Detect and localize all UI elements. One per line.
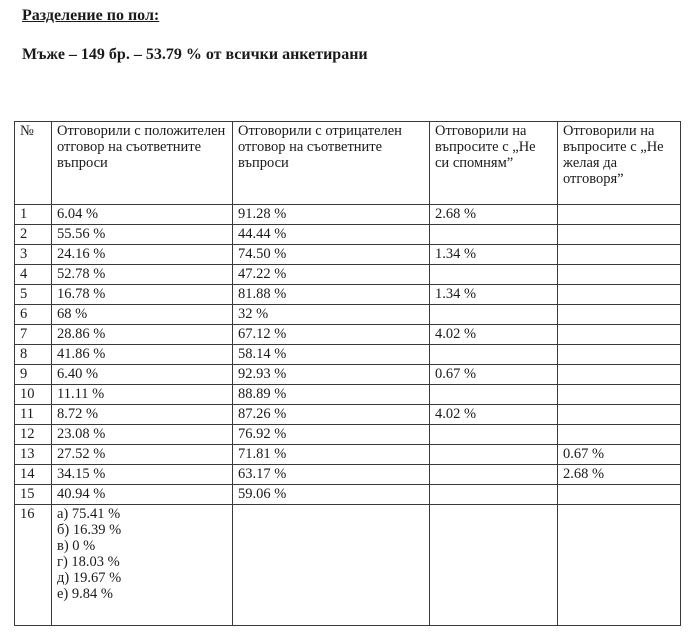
cell-number: 6	[15, 305, 52, 325]
cell-positive: 23.08 %	[52, 425, 233, 445]
table-row	[15, 285, 681, 305]
table-row	[15, 505, 681, 626]
cell-negative: 67.12 %	[233, 325, 430, 345]
cell-positive: 41.86 %	[52, 345, 233, 365]
header-positive: Отговорили с положителен отговор на съответните въпроси	[52, 122, 233, 205]
cell-positive: 8.72 %	[52, 405, 233, 425]
table-row	[15, 245, 681, 265]
table-row	[15, 465, 681, 485]
cell-negative: 81.88 %	[233, 285, 430, 305]
cell-negative	[233, 505, 430, 626]
cell-number: 5	[15, 285, 52, 305]
cell-dont-remember: 4.02 %	[430, 325, 558, 345]
cell-number: 12	[15, 425, 52, 445]
cell-dont-remember	[430, 225, 558, 245]
cell-negative: 44.44 %	[233, 225, 430, 245]
cell-negative: 47.22 %	[233, 265, 430, 285]
cell-no-answer	[558, 365, 681, 385]
cell-dont-remember: 2.68 %	[430, 205, 558, 225]
header-dont-remember: Отговорили на въпросите с „Не си спомням”	[430, 122, 558, 205]
cell-dont-remember	[430, 485, 558, 505]
cell-no-answer	[558, 245, 681, 265]
cell-number: 13	[15, 445, 52, 465]
cell-number: 8	[15, 345, 52, 365]
table-row	[15, 205, 681, 225]
cell-positive: 24.16 %	[52, 245, 233, 265]
table-row	[15, 365, 681, 385]
table-row	[15, 305, 681, 325]
cell-positive: 34.15 %	[52, 465, 233, 485]
cell-positive: 68 %	[52, 305, 233, 325]
cell-negative: 92.93 %	[233, 365, 430, 385]
cell-number: 9	[15, 365, 52, 385]
cell-no-answer	[558, 225, 681, 245]
cell-dont-remember	[430, 425, 558, 445]
cell-positive: 16.78 %	[52, 285, 233, 305]
header-no-answer: Отговорили на въпросите с „Не желая да отговоря”	[558, 122, 681, 205]
cell-negative: 91.28 %	[233, 205, 430, 225]
cell-positive: 27.52 %	[52, 445, 233, 465]
cell-dont-remember	[430, 505, 558, 626]
cell-number: 15	[15, 485, 52, 505]
table-row	[15, 485, 681, 505]
cell-no-answer	[558, 205, 681, 225]
results-table	[14, 121, 681, 626]
cell-no-answer	[558, 405, 681, 425]
cell-number: 2	[15, 225, 52, 245]
table-row	[15, 445, 681, 465]
cell-number: 1	[15, 205, 52, 225]
cell-number: 11	[15, 405, 52, 425]
cell-number: 14	[15, 465, 52, 485]
cell-negative: 88.89 %	[233, 385, 430, 405]
cell-no-answer: 2.68 %	[558, 465, 681, 485]
cell-number: 7	[15, 325, 52, 345]
cell-positive: 55.56 %	[52, 225, 233, 245]
section-heading: Разделение по пол:	[22, 7, 160, 24]
cell-positive: 40.94 %	[52, 485, 233, 505]
table-row	[15, 345, 681, 365]
cell-negative: 58.14 %	[233, 345, 430, 365]
table-row	[15, 385, 681, 405]
cell-no-answer	[558, 425, 681, 445]
cell-positive: 6.04 %	[52, 205, 233, 225]
table-row	[15, 405, 681, 425]
cell-positive: 52.78 %	[52, 265, 233, 285]
cell-no-answer	[558, 305, 681, 325]
cell-dont-remember	[430, 345, 558, 365]
cell-dont-remember: 1.34 %	[430, 245, 558, 265]
cell-negative: 76.92 %	[233, 425, 430, 445]
table-header	[15, 122, 681, 205]
cell-positive-breakdown: а) 75.41 % б) 16.39 % в) 0 % г) 18.03 % д) 19.67 % е) 9.84 %	[52, 505, 233, 626]
cell-number: 16	[15, 505, 52, 626]
cell-positive: 6.40 %	[52, 365, 233, 385]
table-row	[15, 265, 681, 285]
cell-positive: 11.11 %	[52, 385, 233, 405]
cell-dont-remember	[430, 445, 558, 465]
cell-number: 3	[15, 245, 52, 265]
header-row	[15, 122, 681, 205]
table-row	[15, 425, 681, 445]
cell-negative: 71.81 %	[233, 445, 430, 465]
cell-no-answer	[558, 325, 681, 345]
cell-no-answer	[558, 265, 681, 285]
table-row	[15, 225, 681, 245]
cell-negative: 87.26 %	[233, 405, 430, 425]
cell-no-answer	[558, 485, 681, 505]
cell-dont-remember: 1.34 %	[430, 285, 558, 305]
cell-dont-remember: 4.02 %	[430, 405, 558, 425]
cell-negative: 74.50 %	[233, 245, 430, 265]
cell-negative: 59.06 %	[233, 485, 430, 505]
cell-number: 4	[15, 265, 52, 285]
cell-dont-remember: 0.67 %	[430, 365, 558, 385]
cell-dont-remember	[430, 385, 558, 405]
header-negative: Отговорили с отрицателен отговор на съответните въпроси	[233, 122, 430, 205]
cell-number: 10	[15, 385, 52, 405]
men-summary: Мъже – 149 бр. – 53.79 % от всички анкетирани	[22, 46, 368, 63]
cell-negative: 63.17 %	[233, 465, 430, 485]
cell-no-answer	[558, 505, 681, 626]
cell-dont-remember	[430, 265, 558, 285]
cell-no-answer: 0.67 %	[558, 445, 681, 465]
table-body	[15, 205, 681, 626]
cell-no-answer	[558, 285, 681, 305]
cell-no-answer	[558, 345, 681, 365]
cell-positive: 28.86 %	[52, 325, 233, 345]
header-number: №	[15, 122, 52, 205]
cell-dont-remember	[430, 305, 558, 325]
cell-dont-remember	[430, 465, 558, 485]
table-row	[15, 325, 681, 345]
cell-negative: 32 %	[233, 305, 430, 325]
cell-no-answer	[558, 385, 681, 405]
